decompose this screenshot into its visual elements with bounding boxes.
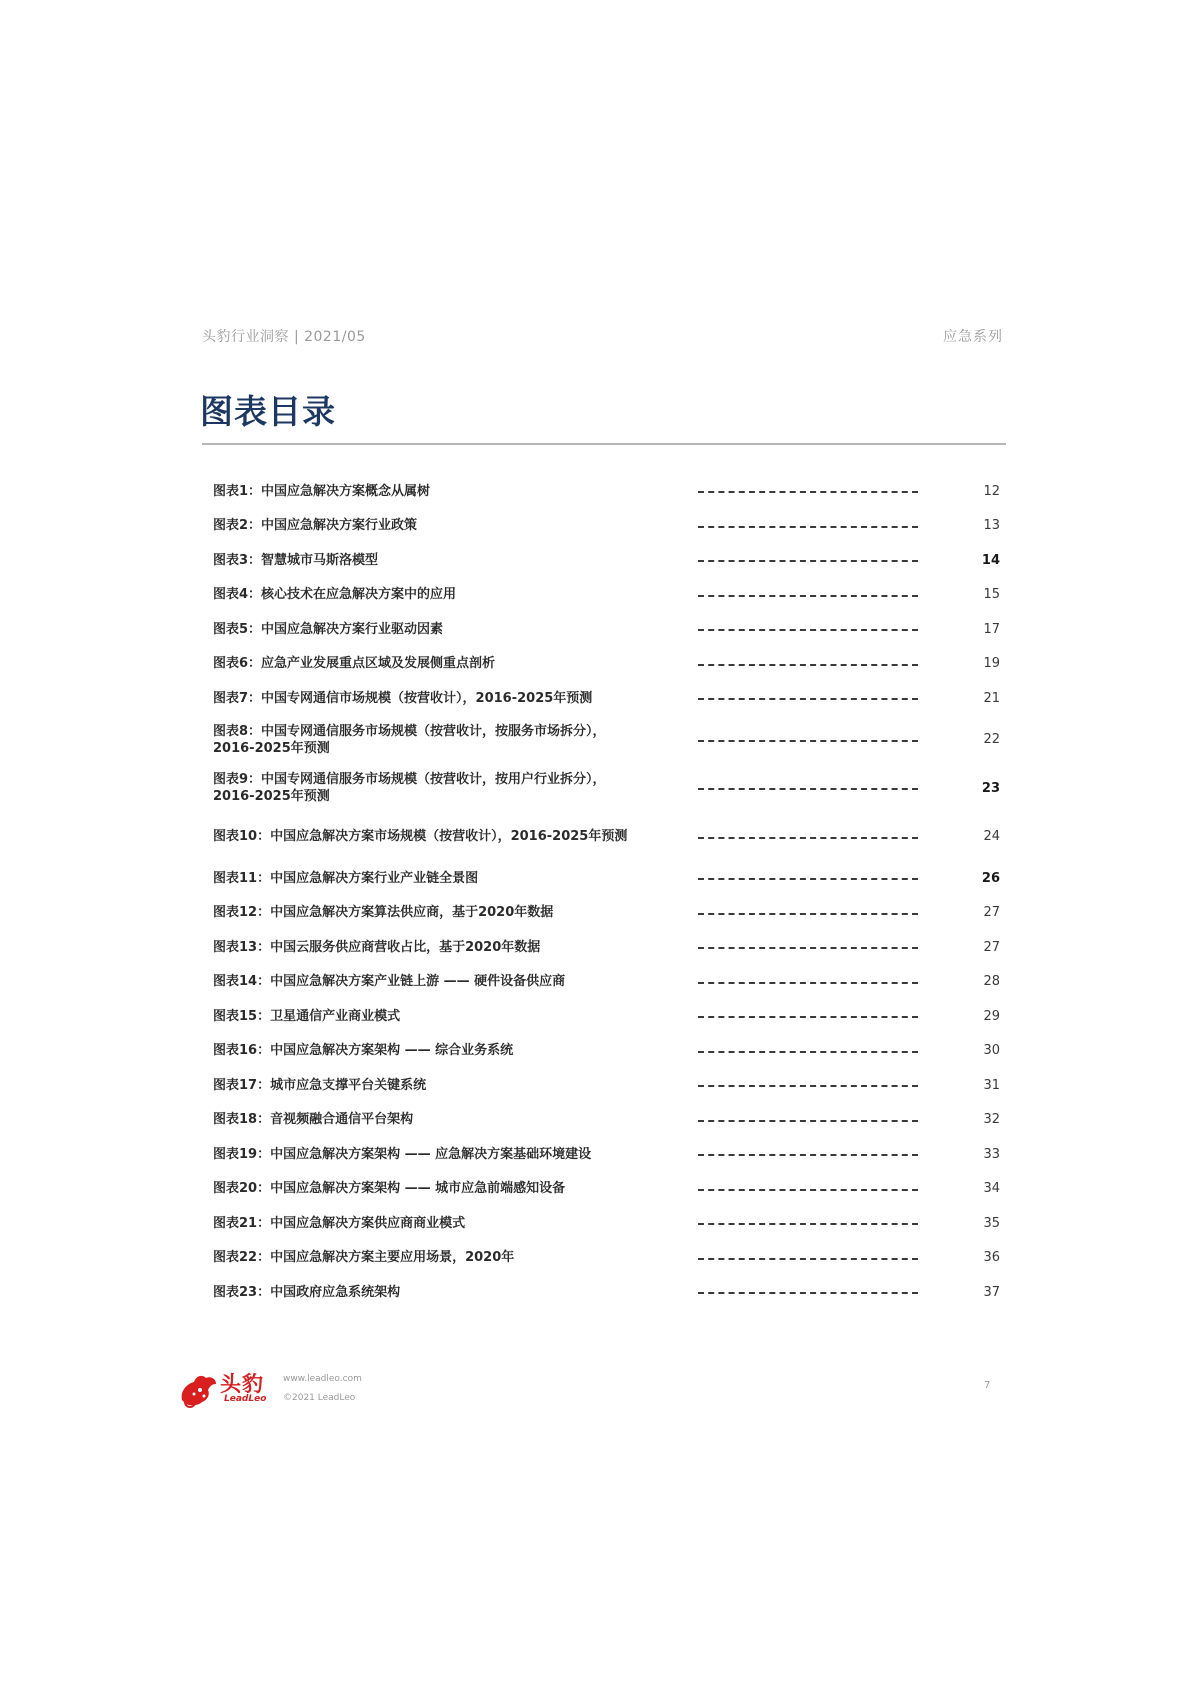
toc-entry-page: 17 <box>983 621 1000 637</box>
toc-entry-label: 图表10：中国应急解决方案市场规模（按营收计），2016-2025年预测 <box>213 829 628 845</box>
toc-entry[interactable] <box>213 930 1000 965</box>
toc-leader-line <box>698 1051 918 1053</box>
toc-entry[interactable] <box>213 509 1000 544</box>
toc-entry-page: 28 <box>983 974 1000 990</box>
toc-entry-label: 图表19：中国应急解决方案架构 —— 应急解决方案基础环境建设 <box>213 1146 592 1162</box>
footer-website[interactable]: www.leadleo.com <box>283 1374 362 1384</box>
toc-leader-line <box>698 1016 918 1018</box>
toc-entry[interactable] <box>213 578 1000 613</box>
toc-leader-line <box>698 913 918 915</box>
toc-leader-line <box>698 698 918 700</box>
toc-entry-page: 32 <box>983 1112 1000 1128</box>
toc-entry-page: 26 <box>981 870 1000 886</box>
toc-entry-label: 图表16：中国应急解决方案架构 —— 综合业务系统 <box>213 1043 514 1059</box>
toc-entry-label: 图表3：智慧城市马斯洛模型 <box>213 552 379 568</box>
toc-entry-label: 图表21：中国应急解决方案供应商商业模式 <box>213 1215 466 1231</box>
toc-entry-page: 14 <box>981 552 1000 568</box>
toc-entry[interactable] <box>213 896 1000 931</box>
toc-leader-line <box>698 629 918 631</box>
toc-entry-label: 图表2：中国应急解决方案行业政策 <box>213 518 418 534</box>
toc-leader-line <box>698 878 918 880</box>
toc-entry-page: 13 <box>983 518 1000 534</box>
toc-entry-label: 图表12：中国应急解决方案算法供应商，基于2020年数据 <box>213 905 554 921</box>
toc-leader-line <box>698 1120 918 1122</box>
toc-entry-label: 图表23：中国政府应急系统架构 <box>213 1284 401 1300</box>
toc-leader-line <box>698 1189 918 1191</box>
footer-copyright: ©2021 LeadLeo <box>283 1393 356 1403</box>
toc-entry[interactable] <box>213 474 1000 509</box>
toc-entry-page: 31 <box>983 1077 1000 1093</box>
page-title: 图表目录 <box>200 392 336 431</box>
toc-entry-page: 27 <box>983 905 1000 921</box>
toc-leader-line <box>698 1223 918 1225</box>
toc-leader-line <box>698 1154 918 1156</box>
toc-entry-label: 图表17：城市应急支撑平台关键系统 <box>213 1077 427 1093</box>
toc-entry-page: 34 <box>983 1181 1000 1197</box>
title-divider <box>202 443 1006 445</box>
toc-entry[interactable] <box>213 1172 1000 1207</box>
toc-entry-label: 图表14：中国应急解决方案产业链上游 —— 硬件设备供应商 <box>213 974 566 990</box>
toc-leader-line <box>698 740 918 742</box>
toc-entry[interactable] <box>213 1241 1000 1276</box>
toc-entry-page: 12 <box>983 483 1000 499</box>
toc-entry[interactable] <box>213 612 1000 647</box>
header-left-text: 头豹行业洞察 | 2021/05 <box>202 329 366 345</box>
page-number: 7 <box>984 1380 991 1391</box>
toc-leader-line <box>698 1258 918 1260</box>
toc-entry-label: 图表11：中国应急解决方案行业产业链全景图 <box>213 870 479 886</box>
toc-leader-line <box>698 560 918 562</box>
toc-leader-line <box>698 837 918 839</box>
toc-entry-label: 图表6：应急产业发展重点区域及发展侧重点剖析 <box>213 656 496 672</box>
toc-entry[interactable] <box>213 1103 1000 1138</box>
toc-entry-page: 22 <box>983 732 1000 748</box>
table-of-contents <box>213 474 1000 1310</box>
header-series-label: 应急系列 <box>943 329 1003 345</box>
toc-entry-label: 图表7：中国专网通信市场规模（按营收计），2016-2025年预测 <box>213 690 593 706</box>
toc-entry-label: 图表5：中国应急解决方案行业驱动因素 <box>213 621 444 637</box>
logo-english-text: LeadLeo <box>224 1394 267 1404</box>
toc-leader-line <box>698 1292 918 1294</box>
toc-leader-line <box>698 595 918 597</box>
leopard-logo-icon <box>176 1370 220 1410</box>
toc-entry[interactable] <box>213 681 1000 716</box>
toc-entry-page: 30 <box>983 1043 1000 1059</box>
logo-chinese-text: 头豹 <box>220 1372 264 1396</box>
toc-entry[interactable] <box>213 999 1000 1034</box>
toc-entry[interactable] <box>213 1275 1000 1310</box>
toc-leader-line <box>698 947 918 949</box>
toc-entry-label: 图表4：核心技术在应急解决方案中的应用 <box>213 587 457 603</box>
toc-entry-label: 图表13：中国云服务供应商营收占比，基于2020年数据 <box>213 939 541 955</box>
leadleo-logo <box>176 1368 276 1412</box>
toc-entry-label: 图表15：卫星通信产业商业模式 <box>213 1008 401 1024</box>
toc-entry-page: 19 <box>983 656 1000 672</box>
toc-entry[interactable] <box>213 965 1000 1000</box>
toc-entry-page: 23 <box>981 780 1000 796</box>
toc-leader-line <box>698 664 918 666</box>
toc-entry[interactable] <box>213 543 1000 578</box>
toc-entry[interactable] <box>213 813 1000 862</box>
toc-entry-page: 33 <box>983 1146 1000 1162</box>
toc-leader-line <box>698 1085 918 1087</box>
toc-leader-line <box>698 788 918 790</box>
toc-leader-line <box>698 526 918 528</box>
toc-entry-label: 图表9：中国专网通信服务市场规模（按营收计，按用户行业拆分），2016-2025年预测 <box>213 772 606 805</box>
toc-entry[interactable] <box>213 1206 1000 1241</box>
toc-entry-label: 图表20：中国应急解决方案架构 —— 城市应急前端感知设备 <box>213 1181 566 1197</box>
toc-entry-label: 图表22：中国应急解决方案主要应用场景，2020年 <box>213 1250 515 1266</box>
toc-entry[interactable] <box>213 764 1000 813</box>
toc-entry-page: 37 <box>983 1284 1000 1300</box>
toc-entry-page: 35 <box>983 1215 1000 1231</box>
toc-entry[interactable] <box>213 1068 1000 1103</box>
toc-entry-page: 29 <box>983 1008 1000 1024</box>
toc-leader-line <box>698 491 918 493</box>
toc-entry-page: 24 <box>983 829 1000 845</box>
toc-entry-page: 21 <box>983 690 1000 706</box>
toc-entry-label: 图表18：音视频融合通信平台架构 <box>213 1112 414 1128</box>
toc-entry[interactable] <box>213 716 1000 765</box>
toc-entry[interactable] <box>213 647 1000 682</box>
toc-entry-page: 27 <box>983 939 1000 955</box>
toc-entry-page: 36 <box>983 1250 1000 1266</box>
toc-entry-label: 图表8：中国专网通信服务市场规模（按营收计，按服务市场拆分），2016-2025年预测 <box>213 723 606 756</box>
toc-entry[interactable] <box>213 1137 1000 1172</box>
toc-entry-page: 15 <box>983 587 1000 603</box>
toc-entry[interactable] <box>213 1034 1000 1069</box>
toc-entry-label: 图表1：中国应急解决方案概念从属树 <box>213 483 431 499</box>
toc-leader-line <box>698 982 918 984</box>
toc-entry[interactable] <box>213 861 1000 896</box>
